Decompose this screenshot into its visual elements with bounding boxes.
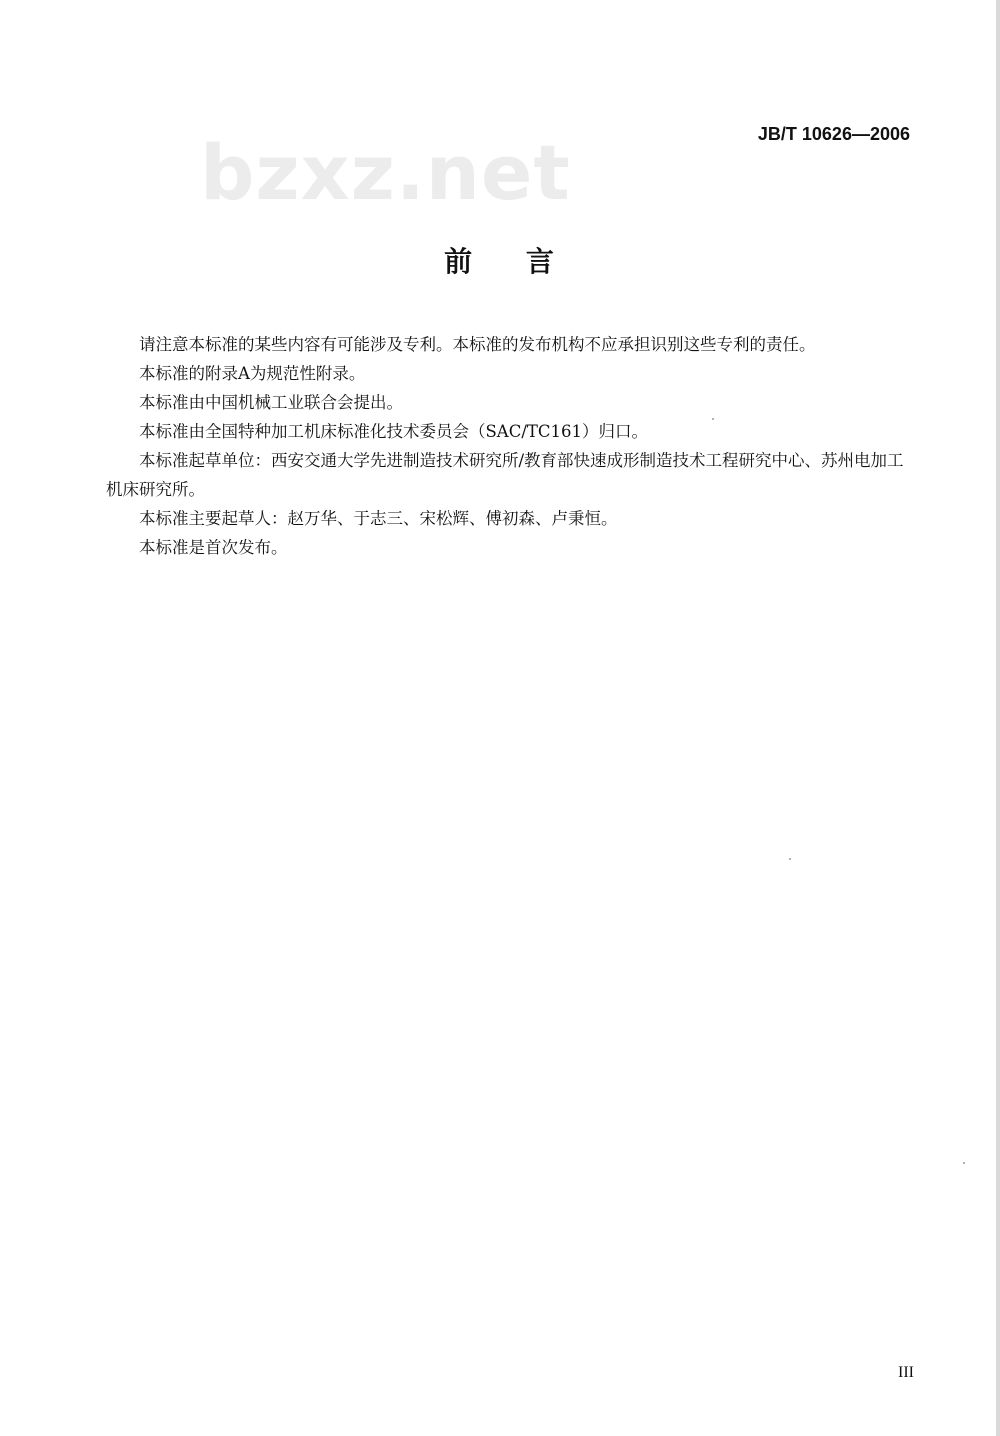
page-title: 前 言 [444, 245, 556, 278]
standard-number: JB/T 10626—2006 [757, 124, 910, 144]
page-number: III [898, 1364, 914, 1381]
page-edge [996, 0, 1000, 1436]
scan-speck [963, 1162, 965, 1164]
paragraph-first-edition: 本标准是首次发布。 [139, 538, 288, 557]
paragraph-proposer: 本标准由中国机械工业联合会提出。 [139, 393, 403, 412]
paragraph-patent-notice: 请注意本标准的某些内容有可能涉及专利。本标准的发布机构不应承担识别这些专利的责任。 [139, 335, 816, 354]
foreword-body [106, 330, 914, 562]
paragraph-annex: 本标准的附录A为规范性附录。 [139, 364, 366, 383]
paragraph-committee: 本标准由全国特种加工机床标准化技术委员会（SAC/TC161）归口。 [139, 422, 649, 441]
watermark: bzxz.net [200, 128, 571, 217]
paragraph-drafters: 本标准主要起草人：赵万华、于志三、宋松辉、傅初森、卢秉恒。 [139, 509, 618, 528]
paragraph-drafting-units: 本标准起草单位：西安交通大学先进制造技术研究所/教育部快速成形制造技术工程研究中心、苏州电加工机床研究所。 [106, 451, 904, 499]
scan-speck [789, 858, 791, 860]
scan-speck [712, 418, 714, 420]
